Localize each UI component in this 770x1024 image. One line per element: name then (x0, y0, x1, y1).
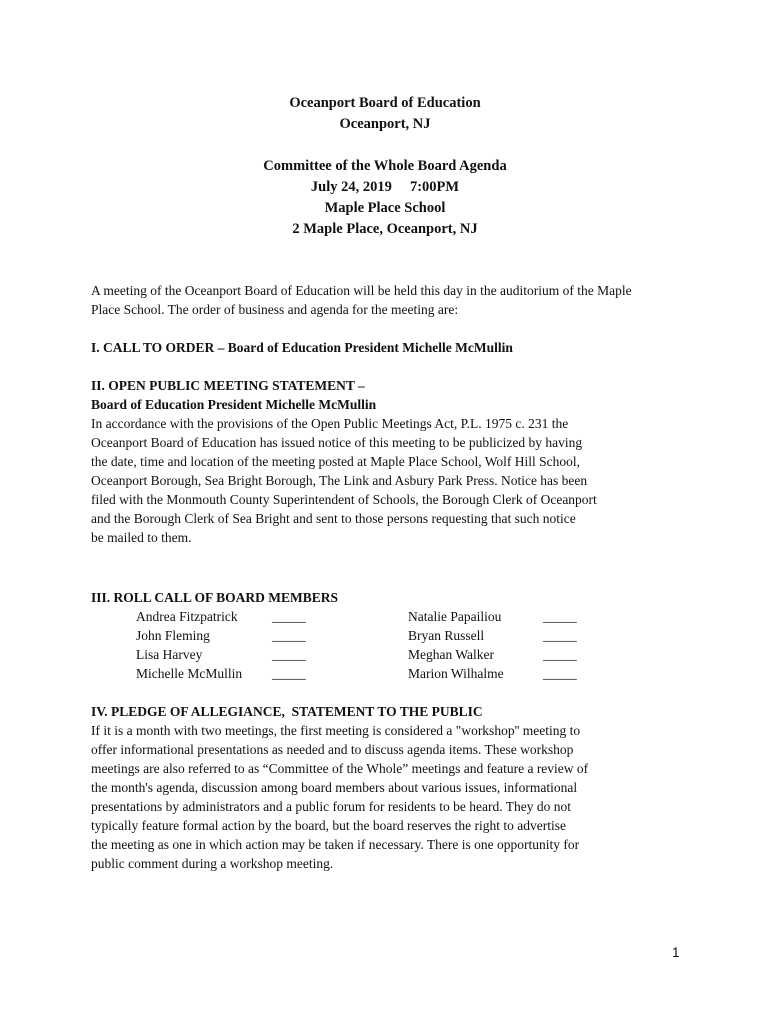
paragraph-line: Oceanport Board of Education has issued notice of this meeting to be publicized by having (91, 435, 583, 450)
attendance-blank: _____ (543, 666, 577, 681)
paragraph-line: offer informational presentations as needed and to discuss agenda items. These workshop (91, 742, 574, 757)
member-name: Michelle McMullin (136, 666, 243, 681)
section-heading: IV. PLEDGE OF ALLEGIANCE, STATEMENT TO THE PUBLIC (91, 704, 483, 719)
roll-call-row (91, 626, 691, 645)
meeting-venue: Maple Place School (324, 200, 446, 216)
member-name: Natalie Papailiou (408, 609, 502, 624)
section-heading: III. ROLL CALL OF BOARD MEMBERS (91, 590, 339, 605)
agenda-title: Committee of the Whole Board Agenda (263, 158, 507, 174)
paragraph-line: public comment during a workshop meeting. (91, 856, 334, 871)
attendance-blank: _____ (272, 628, 306, 643)
org-name: Oceanport Board of Education (289, 95, 481, 111)
paragraph-line: typically feature formal action by the board, but the board reserves the right to advertise (91, 818, 566, 833)
paragraph-line: In accordance with the provisions of the Open Public Meetings Act, P.L. 1975 c. 231 the (91, 416, 569, 431)
attendance-blank: _____ (543, 628, 577, 643)
document-header (0, 93, 770, 240)
section-heading: I. CALL TO ORDER – Board of Education President Michelle McMullin (91, 340, 513, 355)
paragraph-line: meetings are also referred to as “Committee of the Whole” meetings and feature a review of (91, 761, 589, 776)
member-name: Marion Wilhalme (408, 666, 504, 681)
section-pledge (91, 702, 691, 873)
paragraph-line: If it is a month with two meetings, the first meeting is considered a "workshop'' meeting to (91, 723, 581, 738)
section-open-public-meeting (91, 376, 691, 547)
roll-call-row (91, 607, 691, 626)
attendance-blank: _____ (543, 609, 577, 624)
intro-paragraph (91, 281, 691, 319)
member-name: Andrea Fitzpatrick (136, 609, 238, 624)
paragraph-line: filed with the Monmouth County Superintendent of Schools, the Borough Clerk of Oceanport (91, 492, 597, 507)
paragraph-line: the month's agenda, discussion among board members about various issues, informational (91, 780, 578, 795)
member-name: Bryan Russell (408, 628, 485, 643)
attendance-blank: _____ (272, 666, 306, 681)
paragraph-line: the meeting as one in which action may be taken if necessary. There is one opportunity for (91, 837, 580, 852)
page-number: 1 (672, 945, 680, 960)
intro-line: Place School. The order of business and agenda for the meeting are: (91, 302, 459, 317)
section-call-to-order (91, 338, 691, 357)
member-name: Lisa Harvey (136, 647, 203, 662)
attendance-blank: _____ (272, 609, 306, 624)
paragraph-line: and the Borough Clerk of Sea Bright and sent to those persons requesting that such notice (91, 511, 576, 526)
org-location: Oceanport, NJ (339, 116, 431, 132)
paragraph-line: the date, time and location of the meeting posted at Maple Place School, Wolf Hill School, (91, 454, 581, 469)
section-roll-call (91, 588, 691, 683)
member-name: Meghan Walker (408, 647, 495, 662)
roll-call-row (91, 664, 691, 683)
paragraph-line: presentations by administrators and a public forum for residents to be heard. They do not (91, 799, 572, 814)
paragraph-line: Oceanport Borough, Sea Bright Borough, The Link and Asbury Park Press. Notice has been (91, 473, 588, 488)
intro-line: A meeting of the Oceanport Board of Education will be held this day in the auditorium of the Maple (91, 283, 632, 298)
paragraph-line: be mailed to them. (91, 530, 192, 545)
meeting-address: 2 Maple Place, Oceanport, NJ (292, 221, 478, 237)
attendance-blank: _____ (272, 647, 306, 662)
section-heading: II. OPEN PUBLIC MEETING STATEMENT – (91, 378, 365, 393)
roll-call-row (91, 645, 691, 664)
meeting-date-time: July 24, 2019 7:00PM (310, 179, 460, 195)
member-name: John Fleming (136, 628, 210, 643)
attendance-blank: _____ (543, 647, 577, 662)
section-subheading: Board of Education President Michelle McMullin (91, 397, 377, 412)
